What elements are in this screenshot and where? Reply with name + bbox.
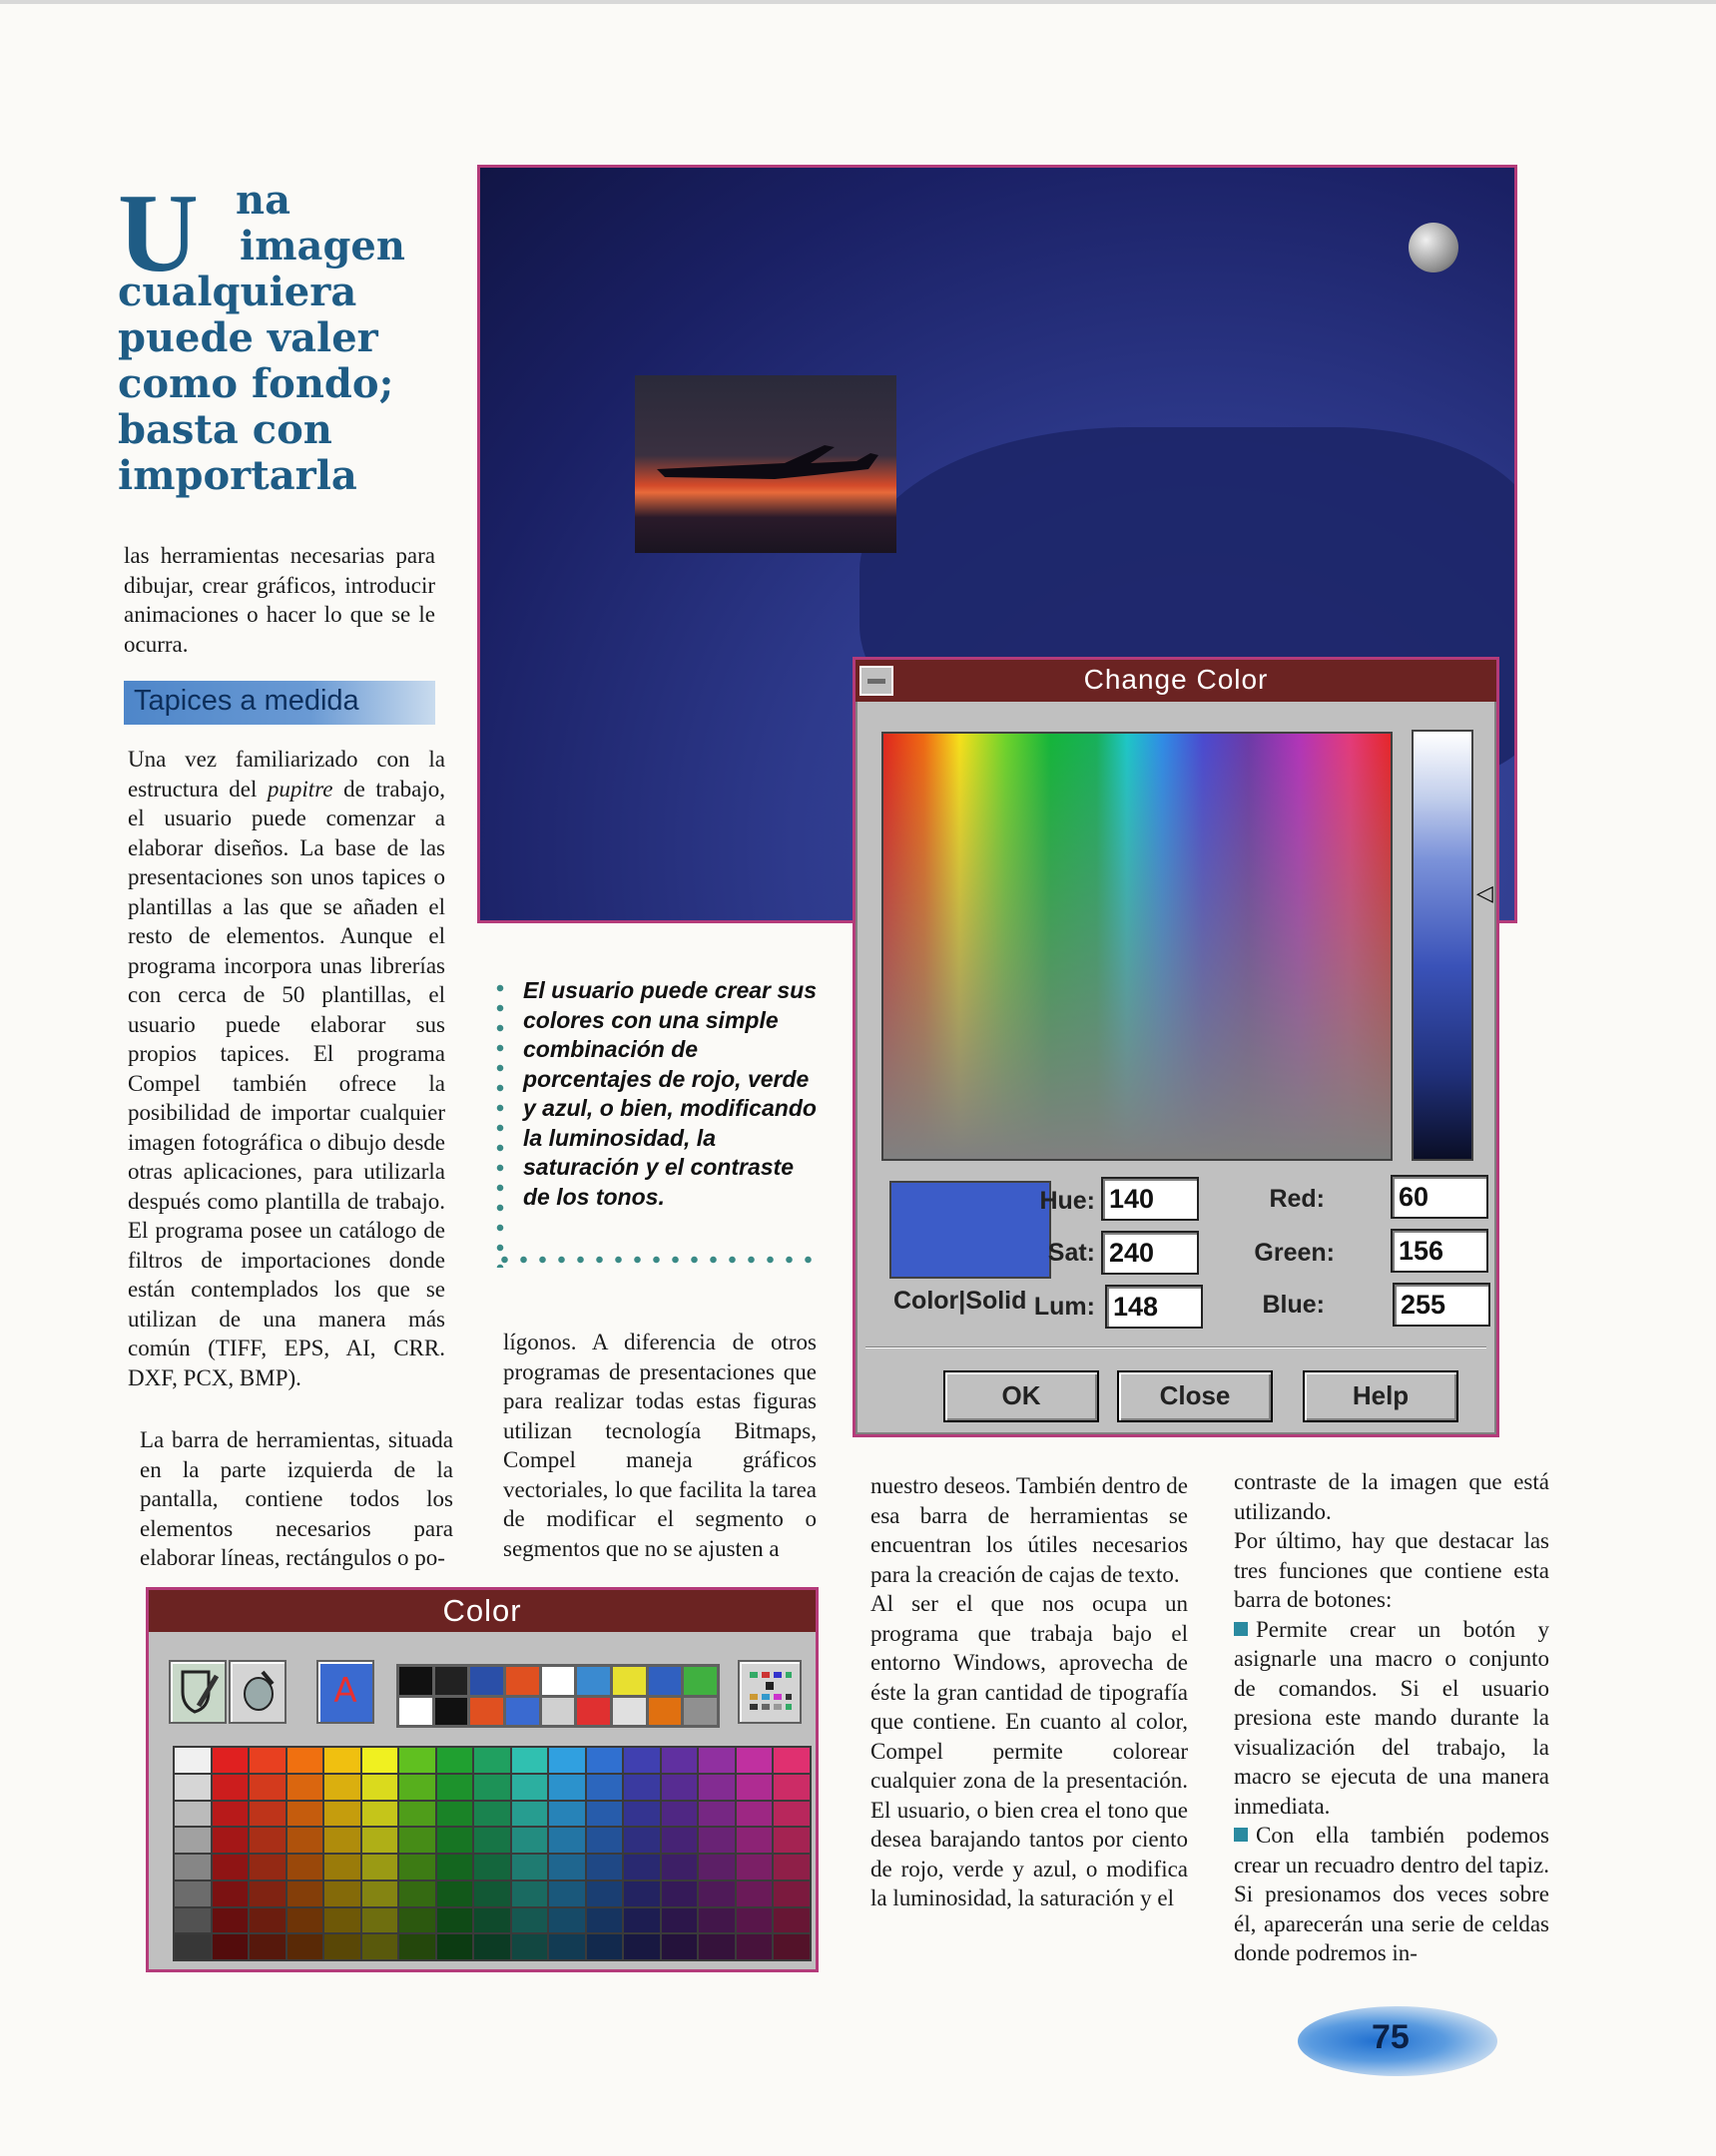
red-label: Red:: [1269, 1185, 1325, 1213]
palette-color-cell[interactable]: [287, 1882, 323, 1906]
palette-color-cell[interactable]: [399, 1828, 435, 1853]
palette-color-cell[interactable]: [362, 1855, 398, 1880]
palette-color-cell[interactable]: [699, 1802, 735, 1827]
sat-field[interactable]: 240: [1101, 1231, 1199, 1275]
palette-color-cell[interactable]: [324, 1775, 360, 1800]
ok-button[interactable]: OK: [943, 1370, 1099, 1422]
palette-color-cell[interactable]: [324, 1828, 360, 1853]
palette-color-cell[interactable]: [549, 1775, 585, 1800]
palette-color-cell[interactable]: [474, 1828, 510, 1853]
quick-color-swatch[interactable]: [435, 1667, 468, 1695]
palette-menu-icon[interactable]: [738, 1660, 802, 1724]
palette-color-cell[interactable]: [662, 1802, 698, 1827]
palette-color-cell[interactable]: [624, 1855, 660, 1880]
palette-color-cell[interactable]: [399, 1775, 435, 1800]
palette-title: Color: [149, 1590, 816, 1632]
column-4: [1234, 1467, 1549, 1968]
palette-color-cell[interactable]: [437, 1934, 473, 1959]
palette-color-cell[interactable]: [437, 1775, 473, 1800]
quick-color-swatch[interactable]: [613, 1698, 646, 1726]
body-paragraph-1: [128, 745, 445, 1392]
palette-color-cell[interactable]: [624, 1934, 660, 1959]
palette-color-cell[interactable]: [213, 1855, 249, 1880]
palette-color-cell[interactable]: [774, 1855, 810, 1880]
palette-color-cell[interactable]: [175, 1908, 211, 1933]
body-text: de trabajo, el usuario puede comenzar a elaborar diseños. La base de las presentaciones son unos tapices o plantillas a las que se añaden el resto de elementos. Aunque el programa incorpora unas librerías con cerca de 50 plantillas, el usuario puede elaborar sus propios tapices. El programa Compel también ofrece la posibilidad de importar cualquier imagen fotográfica o dibujo desde otras aplicaciones, para utilizarla después como plantilla de trabajo. El programa posee un catálogo de filtros de importaciones donde están contemplados los que se utilizan de una manera más común (TIFF, EPS, AI, CRR. DXF, PCX, BMP).: [128, 776, 445, 1390]
palette-color-cell[interactable]: [399, 1855, 435, 1880]
quick-color-swatch[interactable]: [684, 1698, 717, 1726]
airplane-sunset-image: [635, 375, 896, 553]
text-color-letter: A: [333, 1671, 357, 1711]
body-emphasis: pupitre: [267, 776, 333, 802]
paint-bucket-icon[interactable]: [229, 1660, 286, 1724]
text-color-tool-icon[interactable]: [316, 1660, 374, 1724]
image-caption: El usuario puede crear sus colores con una simple combinación de porcentajes de rojo, verde y azul, o bien, modificando la luminosidad, la saturación y el contraste de los tonos.: [523, 977, 818, 1210]
intro-paragraph: las herramientas necesarias para dibujar, crear gráficos, introducir animaciones o hacer lo que se le ocurra.: [124, 543, 435, 657]
palette-color-cell[interactable]: [549, 1908, 585, 1933]
palette-color-cell[interactable]: [175, 1802, 211, 1827]
palette-color-cell[interactable]: [624, 1908, 660, 1933]
palette-color-cell[interactable]: [250, 1908, 286, 1933]
palette-color-cell[interactable]: [774, 1934, 810, 1959]
palette-color-cell[interactable]: [437, 1908, 473, 1933]
palette-color-cell[interactable]: [662, 1775, 698, 1800]
palette-color-cell[interactable]: [287, 1748, 323, 1773]
palette-color-cell[interactable]: [737, 1775, 773, 1800]
palette-color-cell[interactable]: [662, 1908, 698, 1933]
palette-color-cell[interactable]: [474, 1934, 510, 1959]
palette-color-cell[interactable]: [774, 1908, 810, 1933]
palette-color-cell[interactable]: [587, 1775, 623, 1800]
palette-color-cell[interactable]: [587, 1882, 623, 1906]
moon-icon: [1409, 223, 1458, 272]
palette-color-cell[interactable]: [737, 1802, 773, 1827]
caption-dotted-rule-vertical: [495, 978, 505, 1268]
palette-color-cell[interactable]: [175, 1748, 211, 1773]
palette-color-cell[interactable]: [699, 1855, 735, 1880]
palette-color-cell[interactable]: [662, 1882, 698, 1906]
palette-color-cell[interactable]: [587, 1748, 623, 1773]
palette-color-cell[interactable]: [399, 1748, 435, 1773]
palette-color-cell[interactable]: [774, 1828, 810, 1853]
palette-color-cell[interactable]: [699, 1775, 735, 1800]
palette-color-cell[interactable]: [587, 1908, 623, 1933]
lum-field[interactable]: 148: [1105, 1285, 1203, 1329]
body-paragraph-3: lígonos. A diferencia de otros programas de presentaciones que para realizar todas estas figuras utilizan tecnología Bitmaps, Compel maneja gráficos vectoriales, lo que facilita la tarea de modificar el segmento o segmentos que no se ajusten a: [503, 1330, 817, 1561]
close-button[interactable]: Close: [1117, 1370, 1273, 1422]
palette-color-cell[interactable]: [362, 1775, 398, 1800]
palette-color-cell[interactable]: [699, 1748, 735, 1773]
palette-color-cell[interactable]: [287, 1775, 323, 1800]
palette-color-cell[interactable]: [662, 1934, 698, 1959]
palette-color-cell[interactable]: [250, 1775, 286, 1800]
green-field[interactable]: 156: [1391, 1229, 1488, 1273]
quick-color-swatch[interactable]: [506, 1698, 539, 1726]
palette-color-cell[interactable]: [213, 1775, 249, 1800]
palette-color-cell[interactable]: [624, 1748, 660, 1773]
page-number: 75: [1372, 2018, 1410, 2056]
palette-color-cell[interactable]: [587, 1802, 623, 1827]
palette-color-cell[interactable]: [399, 1882, 435, 1906]
quick-color-swatch[interactable]: [577, 1698, 610, 1726]
palette-color-cell[interactable]: [512, 1828, 548, 1853]
palette-color-cell[interactable]: [437, 1828, 473, 1853]
palette-color-cell[interactable]: [437, 1855, 473, 1880]
hue-field[interactable]: 140: [1101, 1177, 1199, 1221]
quick-color-swatch[interactable]: [470, 1667, 503, 1695]
palette-color-cell[interactable]: [774, 1775, 810, 1800]
title-line-2: imagen: [240, 223, 405, 270]
palette-color-cell[interactable]: [512, 1775, 548, 1800]
palette-color-cell[interactable]: [213, 1828, 249, 1853]
palette-color-cell[interactable]: [774, 1802, 810, 1827]
palette-color-cell[interactable]: [549, 1855, 585, 1880]
title-line-1: na: [236, 177, 290, 224]
palette-color-cell[interactable]: [737, 1908, 773, 1933]
palette-color-cell[interactable]: [250, 1855, 286, 1880]
palette-color-cell[interactable]: [362, 1908, 398, 1933]
palette-color-cell[interactable]: [399, 1802, 435, 1827]
quick-color-swatches: [396, 1664, 720, 1728]
page-number-badge: [1298, 2006, 1497, 2076]
palette-color-cell[interactable]: [175, 1855, 211, 1880]
palette-color-cell[interactable]: [737, 1855, 773, 1880]
palette-color-cell[interactable]: [213, 1934, 249, 1959]
color-palette-window: [146, 1587, 819, 1972]
palette-color-cell[interactable]: [549, 1934, 585, 1959]
palette-color-cell[interactable]: [287, 1908, 323, 1933]
palette-color-cell[interactable]: [737, 1934, 773, 1959]
palette-color-cell[interactable]: [512, 1908, 548, 1933]
palette-color-cell[interactable]: [512, 1802, 548, 1827]
fill-tool-icon[interactable]: [169, 1660, 227, 1724]
color-solid-label: Color|Solid: [893, 1287, 1027, 1315]
palette-color-cell[interactable]: [213, 1882, 249, 1906]
palette-color-cell[interactable]: [324, 1855, 360, 1880]
help-button[interactable]: Help: [1303, 1370, 1458, 1422]
palette-color-cell[interactable]: [362, 1882, 398, 1906]
palette-color-cell[interactable]: [175, 1934, 211, 1959]
palette-color-cell[interactable]: [512, 1748, 548, 1773]
lum-label: Lum:: [1033, 1293, 1095, 1321]
palette-color-cell[interactable]: [474, 1855, 510, 1880]
palette-color-cell[interactable]: [699, 1828, 735, 1853]
quick-color-swatch[interactable]: [506, 1667, 539, 1695]
palette-color-cell[interactable]: [324, 1802, 360, 1827]
quick-color-swatch[interactable]: [542, 1667, 575, 1695]
palette-color-cell[interactable]: [250, 1828, 286, 1853]
palette-color-cell[interactable]: [213, 1908, 249, 1933]
palette-color-cell[interactable]: [213, 1748, 249, 1773]
quick-color-swatch[interactable]: [542, 1698, 575, 1726]
quick-color-swatch[interactable]: [577, 1667, 610, 1695]
palette-color-cell[interactable]: [175, 1828, 211, 1853]
palette-color-cell[interactable]: [437, 1802, 473, 1827]
palette-color-cell[interactable]: [474, 1882, 510, 1906]
palette-color-cell[interactable]: [737, 1882, 773, 1906]
quick-color-swatch[interactable]: [399, 1667, 432, 1695]
bullet-item-1: [1234, 1615, 1549, 1822]
quick-color-swatch[interactable]: [649, 1667, 682, 1695]
palette-color-cell[interactable]: [362, 1748, 398, 1773]
palette-color-cell[interactable]: [549, 1802, 585, 1827]
palette-color-cell[interactable]: [250, 1802, 286, 1827]
color-palette-grid: [173, 1746, 812, 1961]
palette-color-cell[interactable]: [437, 1748, 473, 1773]
body-paragraph-6: contraste de la imagen que está utilizando.: [1234, 1469, 1549, 1524]
palette-color-cell[interactable]: [587, 1934, 623, 1959]
quick-color-swatch[interactable]: [684, 1667, 717, 1695]
drop-cap: U: [118, 172, 199, 295]
body-paragraph-2: La barra de herramientas, situada en la parte izquierda de la pantalla, contiene todos los elementos necesarios para elaborar líneas, rectángulos o po-: [140, 1427, 453, 1570]
palette-color-cell[interactable]: [662, 1748, 698, 1773]
palette-color-cell[interactable]: [737, 1828, 773, 1853]
palette-color-cell[interactable]: [250, 1748, 286, 1773]
top-rule: [0, 0, 1716, 4]
sat-label: Sat:: [1047, 1239, 1095, 1267]
palette-color-cell[interactable]: [324, 1908, 360, 1933]
bullet-text: Con ella también podemos crear un recuadro dentro del tapiz. Si presionamos dos veces sobre él, aparecerán una serie de celdas donde podremos in-: [1234, 1823, 1549, 1965]
palette-color-cell[interactable]: [287, 1934, 323, 1959]
caption-dotted-rule-horizontal: [495, 1253, 817, 1267]
dialog-separator: [865, 1347, 1486, 1348]
blue-label: Blue:: [1262, 1291, 1325, 1319]
quick-color-swatch[interactable]: [435, 1698, 468, 1726]
palette-color-cell[interactable]: [324, 1934, 360, 1959]
palette-color-cell[interactable]: [175, 1882, 211, 1906]
palette-color-cell[interactable]: [474, 1748, 510, 1773]
palette-color-cell[interactable]: [362, 1802, 398, 1827]
airplane-icon: [635, 375, 896, 553]
red-field[interactable]: 60: [1391, 1175, 1488, 1219]
quick-color-swatch[interactable]: [470, 1698, 503, 1726]
palette-color-cell[interactable]: [699, 1882, 735, 1906]
palette-color-cell[interactable]: [624, 1775, 660, 1800]
palette-color-cell[interactable]: [549, 1882, 585, 1906]
quick-color-swatch[interactable]: [613, 1667, 646, 1695]
change-color-dialog: [853, 657, 1499, 1437]
quick-color-swatch[interactable]: [649, 1698, 682, 1726]
palette-color-cell[interactable]: [512, 1934, 548, 1959]
palette-color-cell[interactable]: [324, 1748, 360, 1773]
luminosity-slider-arrow-icon[interactable]: ◁: [1476, 881, 1493, 906]
dialog-titlebar: [856, 660, 1496, 702]
palette-color-cell[interactable]: [512, 1882, 548, 1906]
palette-color-cell[interactable]: [287, 1855, 323, 1880]
palette-color-cell[interactable]: [699, 1934, 735, 1959]
body-paragraph-5: Al ser el que nos ocupa un programa que trabaja bajo el entorno Windows, aprovecha de éste la gran cantidad de tipografía que contiene. En cuanto al color, Compel permite colorear cualquier zona de la presentación. El usuario, o bien crea el tono que desea barajando tantos por ciento de rojo, verde y azul, o modifica la luminosidad, la saturación y el: [870, 1591, 1188, 1910]
palette-color-cell[interactable]: [175, 1775, 211, 1800]
palette-color-cell[interactable]: [624, 1802, 660, 1827]
body-text: Una vez familiarizado con la estructura del: [128, 747, 445, 802]
palette-color-cell[interactable]: [287, 1802, 323, 1827]
luminosity-bar[interactable]: [1412, 730, 1473, 1161]
palette-color-cell[interactable]: [662, 1855, 698, 1880]
palette-color-cell[interactable]: [662, 1828, 698, 1853]
palette-color-cell[interactable]: [437, 1882, 473, 1906]
palette-color-cell[interactable]: [549, 1828, 585, 1853]
quick-color-swatch[interactable]: [399, 1698, 432, 1726]
palette-color-cell[interactable]: [474, 1775, 510, 1800]
dialog-title: Change Color: [1083, 664, 1269, 695]
green-label: Green:: [1254, 1239, 1335, 1267]
bullet-item-2: [1234, 1821, 1549, 1968]
palette-color-cell[interactable]: [287, 1828, 323, 1853]
palette-color-cell[interactable]: [774, 1748, 810, 1773]
palette-color-cell[interactable]: [399, 1908, 435, 1933]
palette-color-cell[interactable]: [737, 1748, 773, 1773]
body-paragraph-7: Por último, hay que destacar las tres funciones que contiene esta barra de botones:: [1234, 1528, 1549, 1612]
palette-color-cell[interactable]: [362, 1934, 398, 1959]
palette-color-cell[interactable]: [399, 1934, 435, 1959]
palette-color-cell[interactable]: [250, 1882, 286, 1906]
body-paragraph-4: nuestro deseos. También dentro de esa barra de herramientas se encuentran los útiles necesarios para la creación de cajas de texto.: [870, 1473, 1188, 1587]
square-bullet-icon: [1234, 1622, 1248, 1636]
title-rest: cualquiera puede valer como fondo; basta con importarla: [118, 269, 394, 499]
square-bullet-icon: [1234, 1828, 1248, 1842]
palette-color-cell[interactable]: [549, 1748, 585, 1773]
section-heading-text: Tapices a medida: [134, 685, 359, 717]
color-spectrum-picker[interactable]: [881, 732, 1393, 1161]
palette-color-cell[interactable]: [587, 1855, 623, 1880]
palette-color-cell[interactable]: [699, 1908, 735, 1933]
palette-color-cell[interactable]: [250, 1934, 286, 1959]
palette-color-cell[interactable]: [774, 1882, 810, 1906]
palette-color-cell[interactable]: [324, 1882, 360, 1906]
palette-color-cell[interactable]: [624, 1828, 660, 1853]
column-3: [870, 1471, 1188, 1913]
hue-label: Hue:: [1039, 1187, 1095, 1215]
blue-field[interactable]: 255: [1393, 1283, 1490, 1327]
palette-color-cell[interactable]: [213, 1802, 249, 1827]
palette-color-cell[interactable]: [362, 1828, 398, 1853]
section-heading: [124, 681, 435, 725]
bullet-text: Permite crear un botón y asignarle una macro o conjunto de comandos. Si el usuario presiona este mando durante la visualización del trabajo, la macro se ejecuta de una manera inmediata.: [1234, 1616, 1549, 1819]
palette-color-cell[interactable]: [587, 1828, 623, 1853]
palette-color-cell[interactable]: [624, 1882, 660, 1906]
palette-color-cell[interactable]: [474, 1802, 510, 1827]
palette-color-cell[interactable]: [512, 1855, 548, 1880]
palette-color-cell[interactable]: [474, 1908, 510, 1933]
